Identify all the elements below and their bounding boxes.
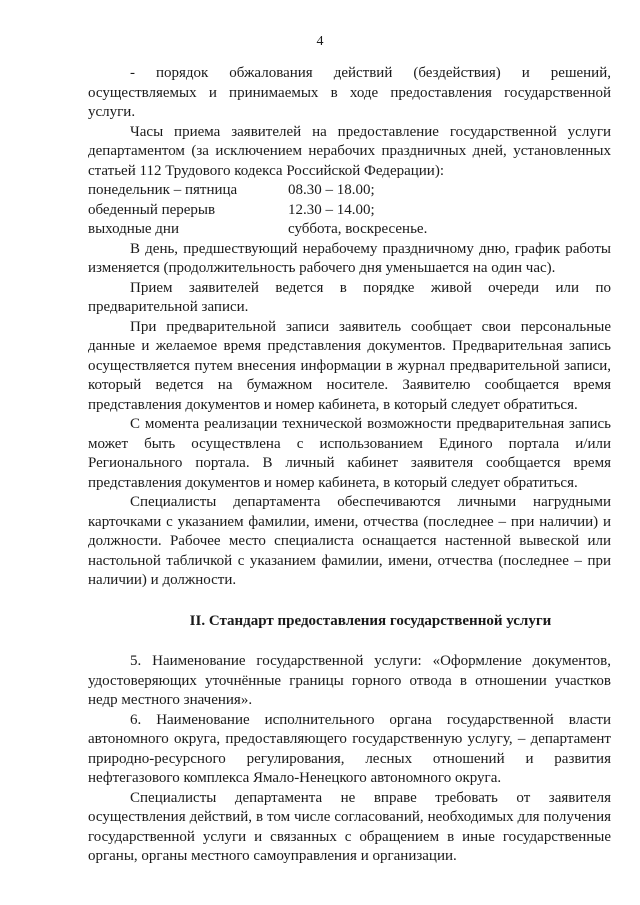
paragraph-item-6: 6. Наименование исполнительного органа государственной власти автономного округа, предоставляющего государственную услугу, – департамент природно-ресурсного регулирования, лесных отношений и развития нефтегазового комплекса Ямало-Ненецкого автономного округа. [88, 711, 611, 786]
schedule-label: выходные дни [88, 221, 179, 237]
schedule-label: понедельник – пятница [88, 182, 238, 198]
section-heading: II. Стандарт предоставления государственной услуги [189, 612, 552, 629]
schedule-row [88, 181, 611, 201]
paragraph-preregistration: При предварительной записи заявитель сообщает свои персональные данные и желаемое время представления документов. Предварительная запись осуществляется путем внесения информации в журнал предварительной записи, который ведется на бумажном носителе. Заявителю сообщается время представления документов и номер кабинета, в который следует обратиться. [88, 318, 611, 413]
paragraph-queue: Прием заявителей ведется в порядке живой очереди или по предварительной записи. [88, 279, 611, 315]
schedule-value: 08.30 – 18.00; [288, 182, 375, 198]
paragraph-item-5: 5. Наименование государственной услуги: «Оформление документов, удостоверяющих уточнённые границы горного отвода в отношении участков недр местного значения». [88, 653, 611, 708]
schedule-row [88, 201, 611, 221]
schedule-label: обеденный перерыв [88, 201, 216, 218]
schedule-value: суббота, воскресенье. [288, 221, 428, 237]
schedule-row [88, 220, 611, 240]
document-body [88, 64, 611, 867]
schedule-table [88, 181, 611, 240]
paragraph-appeal: - порядок обжалования действий (бездействия) и решений, осуществляемых и принимаемых в ходе предоставления государственной услуги. [88, 65, 611, 120]
schedule-value: 12.30 – 14.00; [288, 201, 375, 218]
paragraph-badges: Специалисты департамента обеспечиваются личными нагрудными карточками с указанием фамилии, имени, отчества (последнее – при наличии) и должности. Рабочее место специалиста оснащается настенной вывеской или настольной табличкой с указанием фамилии, имени, отчества (последнее – при наличии) и должности. [88, 494, 611, 588]
paragraph-preholiday: В день, предшествующий нерабочему праздничному дню, график работы изменяется (продолжительность рабочего дня уменьшается на один час). [88, 240, 611, 276]
paragraph-portal: С момента реализации технической возможности предварительная запись может быть осуществлена с использованием Единого портала и/или Регионального портала. В личный кабинет заявителя сообщается время представления документов и номер кабинета, в который следует обратиться. [88, 416, 611, 491]
paragraph-reception-hours: Часы приема заявителей на предоставление государственной услуги департаментом (за исключением нерабочих праздничных дней, установленных статьей 112 Трудового кодекса Российской Федерации): [88, 123, 611, 179]
page-number: 4 [316, 34, 324, 49]
paragraph-no-require: Специалисты департамента не вправе требовать от заявителя осуществления действий, в том числе согласований, необходимых для получения государственной услуги и связанных с обращением в иные государственные органы, органы местного самоуправления и организации. [88, 789, 611, 864]
